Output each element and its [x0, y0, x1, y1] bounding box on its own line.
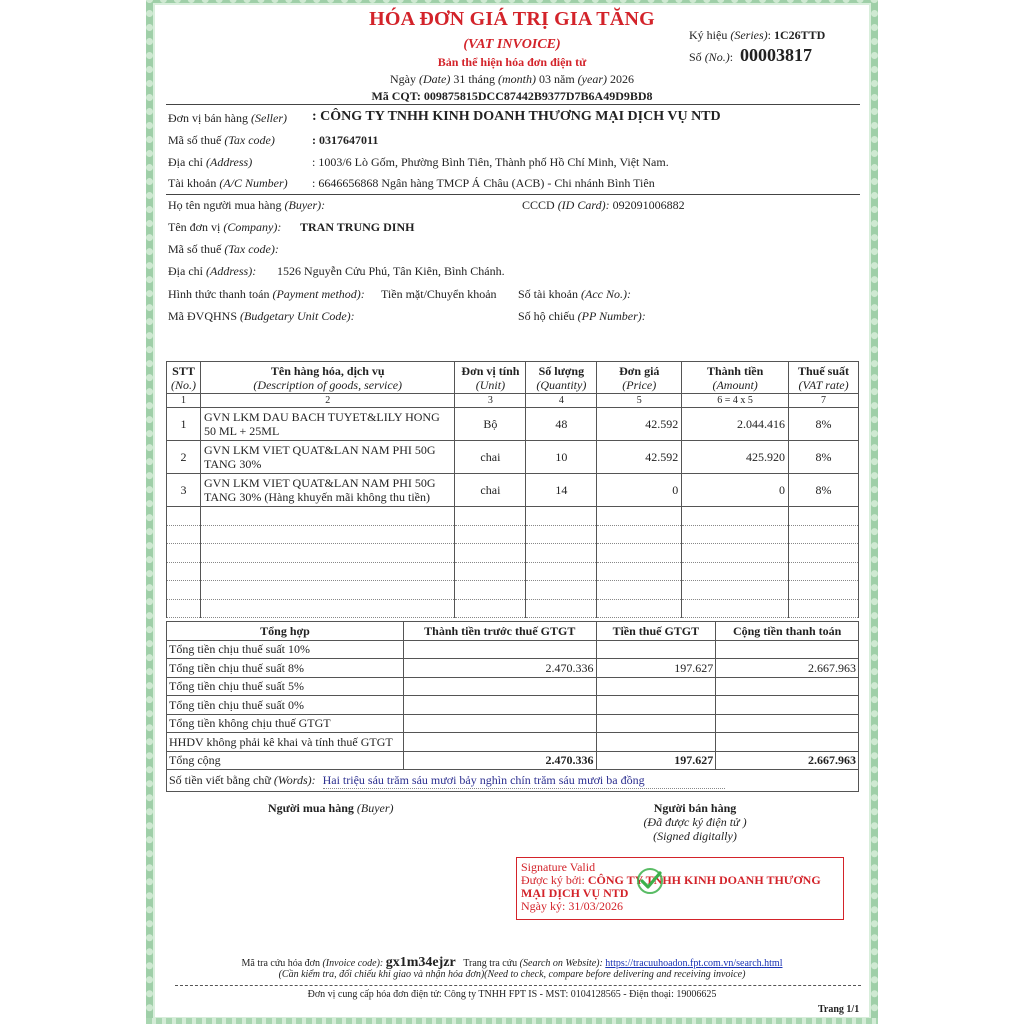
seller-tax-code: : 0317647011 — [312, 133, 379, 147]
invoice-subtitle: (VAT INVOICE) — [463, 37, 561, 52]
empty-row — [167, 525, 859, 544]
month-label: tháng — [468, 72, 495, 86]
row-unit: Bộ — [455, 408, 526, 441]
empty-row — [167, 581, 859, 600]
buyer-company-label: Tên đơn vị (Company): — [168, 220, 282, 234]
acc-no-label: Số tài khoản (Acc No.): — [518, 287, 631, 301]
row-description: GVN LKM VIET QUAT&LAN NAM PHI 50G TANG 30% (Hàng khuyến mãi không thu tiền) — [200, 474, 455, 507]
buyer-name-label: Họ tên người mua hàng (Buyer): — [168, 198, 326, 212]
amount-in-words — [167, 770, 859, 792]
seller-name-label: Đơn vị bán hàng (Seller) — [168, 111, 287, 125]
summary-row — [167, 714, 859, 733]
summary-pre-tax — [403, 677, 596, 696]
summary-tax — [596, 714, 716, 733]
col-index: 7 — [789, 394, 859, 408]
invoice-subtitle-electronic: Bản thể hiện hóa đơn điện tử — [437, 55, 587, 69]
empty-row — [167, 544, 859, 563]
summary-tax — [596, 733, 716, 752]
summary-tax: 197.627 — [596, 659, 716, 678]
check-note: (Cần kiểm tra, đối chiếu khi giao và nhận hóa đơn)(Need to check, compare before delivering and receiving invoice) — [278, 969, 746, 980]
buyer-id-card: CCCD (ID Card): 092091006882 — [522, 198, 685, 212]
col-header-vat-rate: Thuế suất (VAT rate) — [789, 362, 859, 394]
seller-signed-note-en: (Signed digitally) — [653, 829, 737, 843]
seller-signature-label: Người bán hàng — [653, 801, 737, 815]
row-no: 3 — [167, 474, 201, 507]
passport-label: Số hộ chiếu (PP Number): — [518, 309, 646, 323]
empty-row — [167, 562, 859, 581]
col-header-unit: Đơn vị tính (Unit) — [455, 362, 526, 394]
summary-header: Cộng tiền thanh toán — [716, 622, 859, 641]
buyer-signature-label: Người mua hàng (Buyer) — [268, 801, 394, 815]
summary-pre-tax — [403, 733, 596, 752]
col-index: 3 — [455, 394, 526, 408]
col-header-quantity: Số lượng (Quantity) — [526, 362, 597, 394]
grand-total-pre-tax: 2.470.336 — [403, 751, 596, 770]
invoice-lookup-code: gx1m34ejzr — [385, 955, 456, 970]
summary-label: Tổng tiền chịu thuế suất 5% — [167, 677, 404, 696]
row-vat-rate: 8% — [789, 441, 859, 474]
summary-row — [167, 659, 859, 678]
col-index: 5 — [597, 394, 682, 408]
row-amount: 0 — [682, 474, 789, 507]
summary-row — [167, 677, 859, 696]
summary-header: Thành tiền trước thuế GTGT — [403, 622, 596, 641]
summary-header-row — [167, 622, 859, 641]
buyer-address-label: Địa chỉ (Address): — [168, 264, 257, 278]
table-row — [167, 441, 859, 474]
date-label-en: (Date) — [419, 72, 451, 86]
row-quantity: 14 — [526, 474, 597, 507]
col-header-amount: Thành tiền (Amount) — [682, 362, 789, 394]
row-unit: chai — [455, 474, 526, 507]
number-label: Số — [689, 50, 702, 64]
summary-label: Tổng tiền chịu thuế suất 8% — [167, 659, 404, 678]
cqt-code-line — [0, 89, 1024, 104]
invoice-border-bottom — [146, 1018, 878, 1024]
words-label: Số tiền viết bằng chữ — [169, 773, 271, 787]
items-table — [166, 361, 859, 618]
budget-code-label: Mã ĐVQHNS (Budgetary Unit Code): — [168, 309, 355, 323]
date-month: 03 — [539, 72, 551, 86]
series-label-en: (Series) — [730, 28, 768, 42]
row-amount: 2.044.416 — [682, 408, 789, 441]
summary-header: Tiền thuế GTGT — [596, 622, 716, 641]
signed-by-line2: MẠI DỊCH VỤ NTD — [521, 886, 629, 900]
number-label-en: (No.) — [704, 50, 730, 64]
grand-total-row — [167, 751, 859, 770]
invoice-title: HÓA ĐƠN GIÁ TRỊ GIA TĂNG — [369, 8, 655, 30]
seller-signed-note: (Đã được ký điện tử ) — [643, 815, 747, 829]
summary-row — [167, 640, 859, 659]
signature-valid-text: Signature Valid — [521, 860, 596, 874]
seller-account: : 6646656868 Ngân hàng TMCP Á Châu (ACB) - Chi nhánh Bình Tiên — [312, 176, 655, 190]
summary-tax — [596, 640, 716, 659]
col-index: 1 — [167, 394, 201, 408]
summary-label: Tổng tiền chịu thuế suất 10% — [167, 640, 404, 659]
grand-total-amount: 2.667.963 — [716, 751, 859, 770]
summary-label: Tổng tiền chịu thuế suất 0% — [167, 696, 404, 715]
buyer-company: TRAN TRUNG DINH — [300, 220, 415, 234]
summary-pre-tax — [403, 696, 596, 715]
signed-by-line: Được ký bởi: CÔNG TY TNHH KINH DOANH THƯƠNG — [521, 873, 821, 887]
row-unit: chai — [455, 441, 526, 474]
buyer-tax-label: Mã số thuế (Tax code): — [168, 242, 279, 256]
row-quantity: 10 — [526, 441, 597, 474]
summary-total — [716, 677, 859, 696]
summary-pre-tax: 2.470.336 — [403, 659, 596, 678]
words-label-en: (Words): — [273, 773, 316, 787]
summary-table — [166, 621, 859, 792]
date-year: 2026 — [610, 72, 634, 86]
col-header-price: Đơn giá (Price) — [597, 362, 682, 394]
summary-label: HHDV không phải kê khai và tính thuế GTGT — [167, 733, 404, 752]
items-header-row — [167, 362, 859, 394]
cqt-code: 009875815DCC87442B9377D7B6A49D9BD8 — [423, 89, 653, 103]
series-label: Ký hiệu — [689, 28, 728, 42]
summary-pre-tax — [403, 714, 596, 733]
summary-total — [716, 696, 859, 715]
page-number: Trang 1/1 — [818, 1004, 860, 1015]
summary-header: Tổng hợp — [167, 622, 404, 641]
col-index: 2 — [200, 394, 455, 408]
year-label-en: (year) — [577, 72, 607, 86]
series-line: Ký hiệu (Series): 1C26TTD — [689, 28, 826, 42]
month-label-en: (month) — [498, 72, 536, 86]
payment-method-label: Hình thức thanh toán (Payment method): — [168, 287, 365, 301]
year-label: năm — [554, 72, 575, 86]
col-index: 4 — [526, 394, 597, 408]
buyer-address: 1526 Nguyễn Cửu Phú, Tân Kiên, Bình Chánh. — [277, 264, 505, 278]
provider-info: Đơn vị cung cấp hóa đơn điện tử: Công ty TNHH FPT IS - MST: 0104128565 - Điện thoại: 19006625 — [307, 989, 717, 1000]
seller-address: : 1003/6 Lò Gốm, Phường Bình Tiên, Thành phố Hồ Chí Minh, Việt Nam. — [312, 155, 669, 169]
row-description: GVN LKM VIET QUAT&LAN NAM PHI 50G TANG 30% — [200, 441, 455, 474]
col-header-no: STT (No.) — [167, 362, 201, 394]
summary-total — [716, 714, 859, 733]
summary-label: Tổng tiền không chịu thuế GTGT — [167, 714, 404, 733]
date-day: 31 — [453, 72, 466, 86]
row-price: 42.592 — [597, 441, 682, 474]
words-value: Hai triệu sáu trăm sáu mươi bảy nghìn chín trăm sáu mươi ba đồng — [323, 772, 725, 789]
lookup-website-link[interactable]: https://tracuuhoadon.fpt.com.vn/search.html — [605, 958, 783, 969]
row-description: GVN LKM DAU BACH TUYET&LILY HONG 50 ML + 25ML — [200, 408, 455, 441]
row-no: 1 — [167, 408, 201, 441]
row-quantity: 48 — [526, 408, 597, 441]
payment-method: Tiền mặt/Chuyển khoản — [381, 287, 497, 301]
row-vat-rate: 8% — [789, 474, 859, 507]
summary-row — [167, 696, 859, 715]
summary-total: 2.667.963 — [716, 659, 859, 678]
row-no: 2 — [167, 441, 201, 474]
cqt-label: Mã CQT: — [371, 89, 421, 103]
seller-name: : CÔNG TY TNHH KINH DOANH THƯƠNG MẠI DỊCH VỤ NTD — [312, 109, 721, 124]
table-row — [167, 474, 859, 507]
summary-total — [716, 640, 859, 659]
header-divider — [166, 104, 860, 105]
seller-tax-label: Mã số thuế (Tax code) — [168, 133, 275, 147]
summary-tax — [596, 696, 716, 715]
summary-pre-tax — [403, 640, 596, 659]
footer-dashed-divider — [175, 985, 861, 986]
invoice-lookup-line: Mã tra cứu hóa đơn (Invoice code): gx1m34ejzr Trang tra cứu (Search on Website): https://tracuuhoadon.fpt.com.vn/search.html — [241, 955, 783, 970]
row-amount: 425.920 — [682, 441, 789, 474]
seller-address-label: Địa chỉ (Address) — [168, 155, 253, 169]
summary-tax — [596, 677, 716, 696]
check-circle-icon — [635, 866, 665, 896]
col-header-description: Tên hàng hóa, dịch vụ (Description of goods, service) — [200, 362, 455, 394]
empty-row — [167, 507, 859, 526]
summary-total — [716, 733, 859, 752]
date-label: Ngày — [390, 72, 416, 86]
invoice-number: 00003817 — [740, 45, 813, 65]
invoice-date — [0, 72, 1024, 87]
invoice-number-line: Số (No.): 00003817 — [689, 45, 813, 65]
sign-date-line: Ngày ký: 31/03/2026 — [521, 899, 623, 913]
summary-row — [167, 733, 859, 752]
row-price: 42.592 — [597, 408, 682, 441]
grand-total-label: Tổng cộng — [167, 751, 404, 770]
column-index-row — [167, 394, 859, 408]
row-price: 0 — [597, 474, 682, 507]
col-index: 6 = 4 x 5 — [682, 394, 789, 408]
amount-in-words-row — [167, 770, 859, 792]
seller-account-label: Tài khoản (A/C Number) — [168, 176, 288, 190]
empty-row — [167, 599, 859, 618]
digital-signature-box[interactable] — [516, 857, 844, 920]
row-vat-rate: 8% — [789, 408, 859, 441]
grand-total-tax: 197.627 — [596, 751, 716, 770]
series-value: 1C26TTD — [774, 28, 826, 42]
table-row — [167, 408, 859, 441]
seller-divider — [166, 194, 860, 195]
